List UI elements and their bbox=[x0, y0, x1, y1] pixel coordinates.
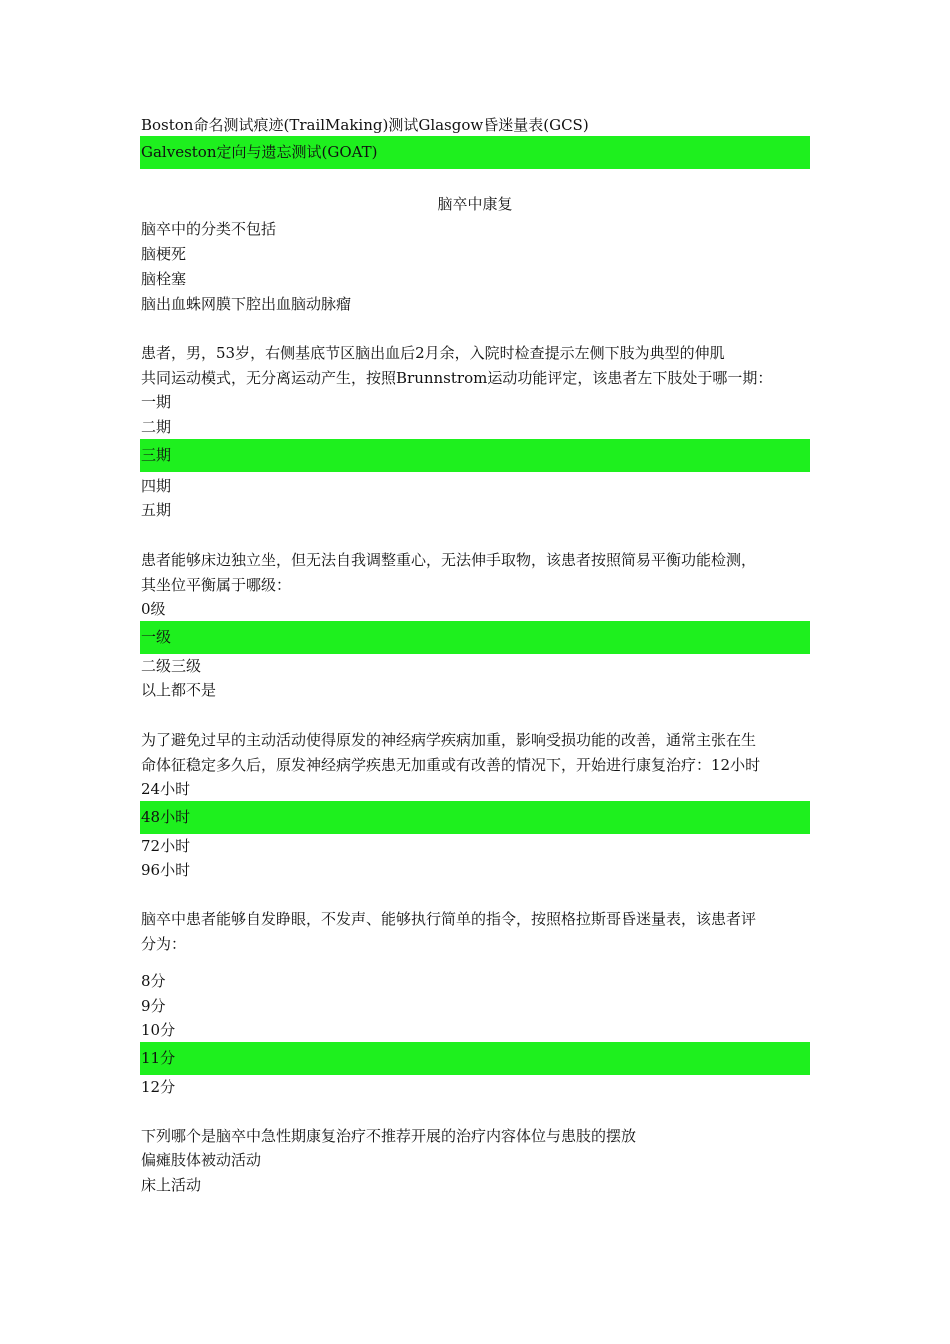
question-2-line-1: 患者，男，53岁，右侧基底节区脑出血后2月余，入院时检查提示左侧下肢为典型的伸肌 bbox=[141, 344, 725, 362]
question-5-line-2: 分为： bbox=[141, 935, 187, 953]
option: 脑梗死 bbox=[141, 245, 187, 263]
option: 二级三级 bbox=[141, 657, 202, 675]
highlighted-answer: Galveston定向与遗忘测试(GOAT) bbox=[140, 136, 810, 169]
section-title: 脑卒中康复 bbox=[437, 195, 513, 213]
highlighted-answer: 一级 bbox=[140, 621, 810, 654]
option: 24小时 bbox=[141, 780, 191, 798]
option: 96小时 bbox=[141, 861, 191, 879]
option: 9分 bbox=[141, 997, 166, 1015]
option: 一期 bbox=[141, 393, 172, 411]
option: 8分 bbox=[141, 972, 166, 990]
option: 12分 bbox=[141, 1078, 176, 1096]
option: 偏瘫肢体被动活动 bbox=[141, 1151, 262, 1169]
test-list-line: Boston命名测试痕迹(TrailMaking)测试Glasgow昏迷量表(GCS) bbox=[141, 116, 589, 134]
option: 四期 bbox=[141, 477, 172, 495]
question-1: 脑卒中的分类不包括 bbox=[141, 220, 277, 238]
question-3-line-2: 其坐位平衡属于哪级： bbox=[141, 576, 292, 594]
option: 五期 bbox=[141, 501, 172, 519]
question-6: 下列哪个是脑卒中急性期康复治疗不推荐开展的治疗内容体位与患肢的摆放 bbox=[141, 1127, 637, 1145]
highlighted-answer: 三期 bbox=[140, 439, 810, 472]
option: 0级 bbox=[141, 600, 166, 618]
highlighted-answer: 48小时 bbox=[140, 801, 810, 834]
question-5-line-1: 脑卒中患者能够自发睁眼，不发声、能够执行简单的指令，按照格拉斯哥昏迷量表，该患者评 bbox=[141, 910, 757, 928]
highlighted-answer: 11分 bbox=[140, 1042, 810, 1075]
question-4-line-2: 命体征稳定多久后，原发神经病学疾患无加重或有改善的情况下，开始进行康复治疗：12小时 bbox=[141, 756, 761, 774]
question-4-line-1: 为了避免过早的主动活动使得原发的神经病学疾病加重，影响受损功能的改善，通常主张在生 bbox=[141, 731, 757, 749]
option: 脑栓塞 bbox=[141, 270, 187, 288]
option: 72小时 bbox=[141, 837, 191, 855]
option: 10分 bbox=[141, 1021, 176, 1039]
option: 二期 bbox=[141, 418, 172, 436]
option: 床上活动 bbox=[141, 1176, 202, 1194]
option: 脑出血蛛网膜下腔出血脑动脉瘤 bbox=[141, 295, 352, 313]
question-3-line-1: 患者能够床边独立坐，但无法自我调整重心，无法伸手取物，该患者按照简易平衡功能检测， bbox=[141, 551, 757, 569]
question-2-line-2: 共同运动模式，无分离运动产生，按照Brunnstrom运动功能评定，该患者左下肢处于哪一期： bbox=[141, 369, 773, 387]
option: 以上都不是 bbox=[141, 681, 217, 699]
